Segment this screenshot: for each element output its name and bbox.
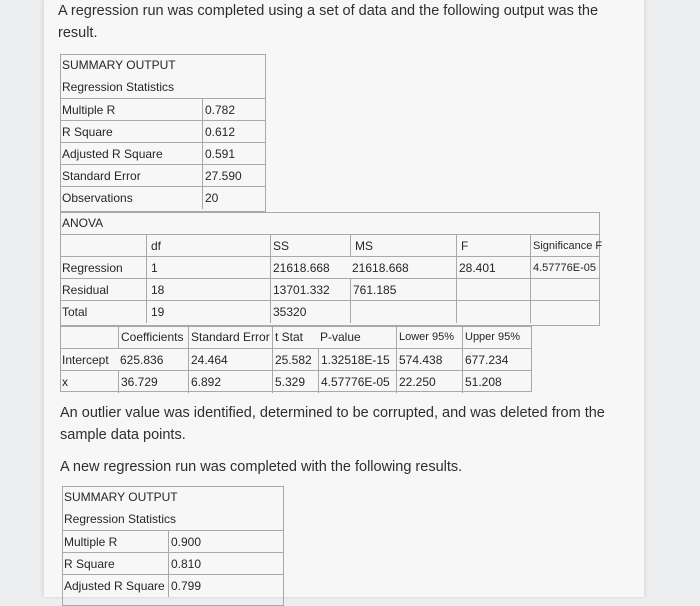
anova-header-df: df [146,235,270,257]
coef-header: t Stat [272,326,318,348]
coef-header: Coefficients [118,326,188,348]
anova-f [456,279,530,301]
stat-row [62,530,284,553]
coef-lower: 574.438 [396,349,462,371]
coef-header: P-value [320,330,361,344]
summary-title: SUMMARY OUTPUT [64,490,178,504]
stat-value: 27.590 [202,165,266,187]
anova-header-sig: Significance F [530,235,600,257]
coef-row-label: Intercept [62,353,109,367]
coefficients-table [60,326,532,392]
stat-value: 0.591 [202,143,266,165]
anova-row [60,278,600,301]
anova-header-ms: MS [350,235,456,257]
outlier-paragraph: An outlier value was identified, determined to be corrupted, and was deleted from the sample data points. [60,405,605,443]
coef-upper: 677.234 [462,349,532,371]
anova-header-ss: SS [270,235,350,257]
stat-label: Adjusted R Square [64,579,165,593]
anova-df: 18 [146,279,270,301]
document-page [44,0,644,597]
anova-row [60,300,600,323]
stat-label: Multiple R [64,535,118,549]
first-regression-output [60,54,603,326]
anova-ss: 13701.332 [270,279,350,301]
stats-title: Regression Statistics [62,80,175,94]
coef-header-row [60,326,532,348]
coef-header: Standard Error [188,326,272,348]
anova-f [456,301,530,323]
anova-title-row [60,212,266,234]
new-run-paragraph: A new regression run was completed with the following results. [60,459,463,475]
stat-row [60,98,266,121]
stats-title-row [62,508,284,530]
summary-title: SUMMARY OUTPUT [62,58,176,72]
coef-row [60,370,532,393]
stat-label: Adjusted R Square [62,147,163,161]
stat-label: R Square [62,125,113,139]
coef-p: 1.32518E-15 [318,349,396,371]
coef-value: 36.729 [118,371,188,393]
summary-title-row [62,486,284,508]
anova-row-label: Residual [62,283,109,297]
intro-paragraph: A regression run was completed using a set of data and the following output was the result. [58,3,599,41]
anova-header-f: F [456,235,530,257]
coef-header: Upper 95% [462,326,532,348]
stats-title-row [60,76,266,98]
coef-se: 24.464 [188,349,272,371]
anova-title: ANOVA [62,216,104,230]
coef-lower: 22.250 [396,371,462,393]
stat-row [60,186,266,209]
anova-df: 1 [146,257,270,279]
stat-label: Multiple R [62,103,116,117]
anova-ms: 21618.668 [352,261,409,275]
stat-value: 0.799 [168,575,284,597]
stat-label: Standard Error [62,169,141,183]
stat-row [60,142,266,165]
coef-upper: 51.208 [462,371,532,393]
stat-value: 20 [202,187,266,209]
anova-row-label: Regression [62,261,123,275]
anova-df: 19 [146,301,270,323]
stat-row [62,552,284,575]
summary-title-row [60,54,266,76]
coef-value: 625.836 [120,353,164,367]
stat-value: 0.900 [168,531,284,553]
coef-header: Lower 95% [396,326,462,348]
coef-row [60,348,532,371]
anova-row-label: Total [62,305,88,319]
stat-row [60,164,266,187]
stat-label: Observations [62,191,133,205]
coef-t: 5.329 [272,371,318,393]
stat-row [60,120,266,143]
second-regression-output [62,486,284,606]
coef-row-label: x [62,375,68,389]
coef-se: 6.892 [188,371,272,393]
stat-value: 0.810 [168,553,284,575]
anova-sig [530,279,600,301]
anova-ms [350,301,456,323]
anova-f: 28.401 [456,257,530,279]
stats-title: Regression Statistics [64,512,177,526]
stat-row [62,574,284,597]
anova-ss: 21618.668 [270,257,350,279]
anova-ms: 761.185 [350,279,456,301]
anova-header-row [60,234,603,257]
stat-value: 0.612 [202,121,266,143]
stat-label: R Square [64,557,115,571]
anova-sig: 4.57776E-05 [530,257,600,279]
anova-ss: 35320 [270,301,350,323]
coef-p: 4.57776E-05 [318,371,396,393]
coef-t: 25.582 [272,349,318,371]
stat-value: 0.782 [202,99,266,121]
anova-sig [530,301,600,323]
anova-row [60,256,600,279]
